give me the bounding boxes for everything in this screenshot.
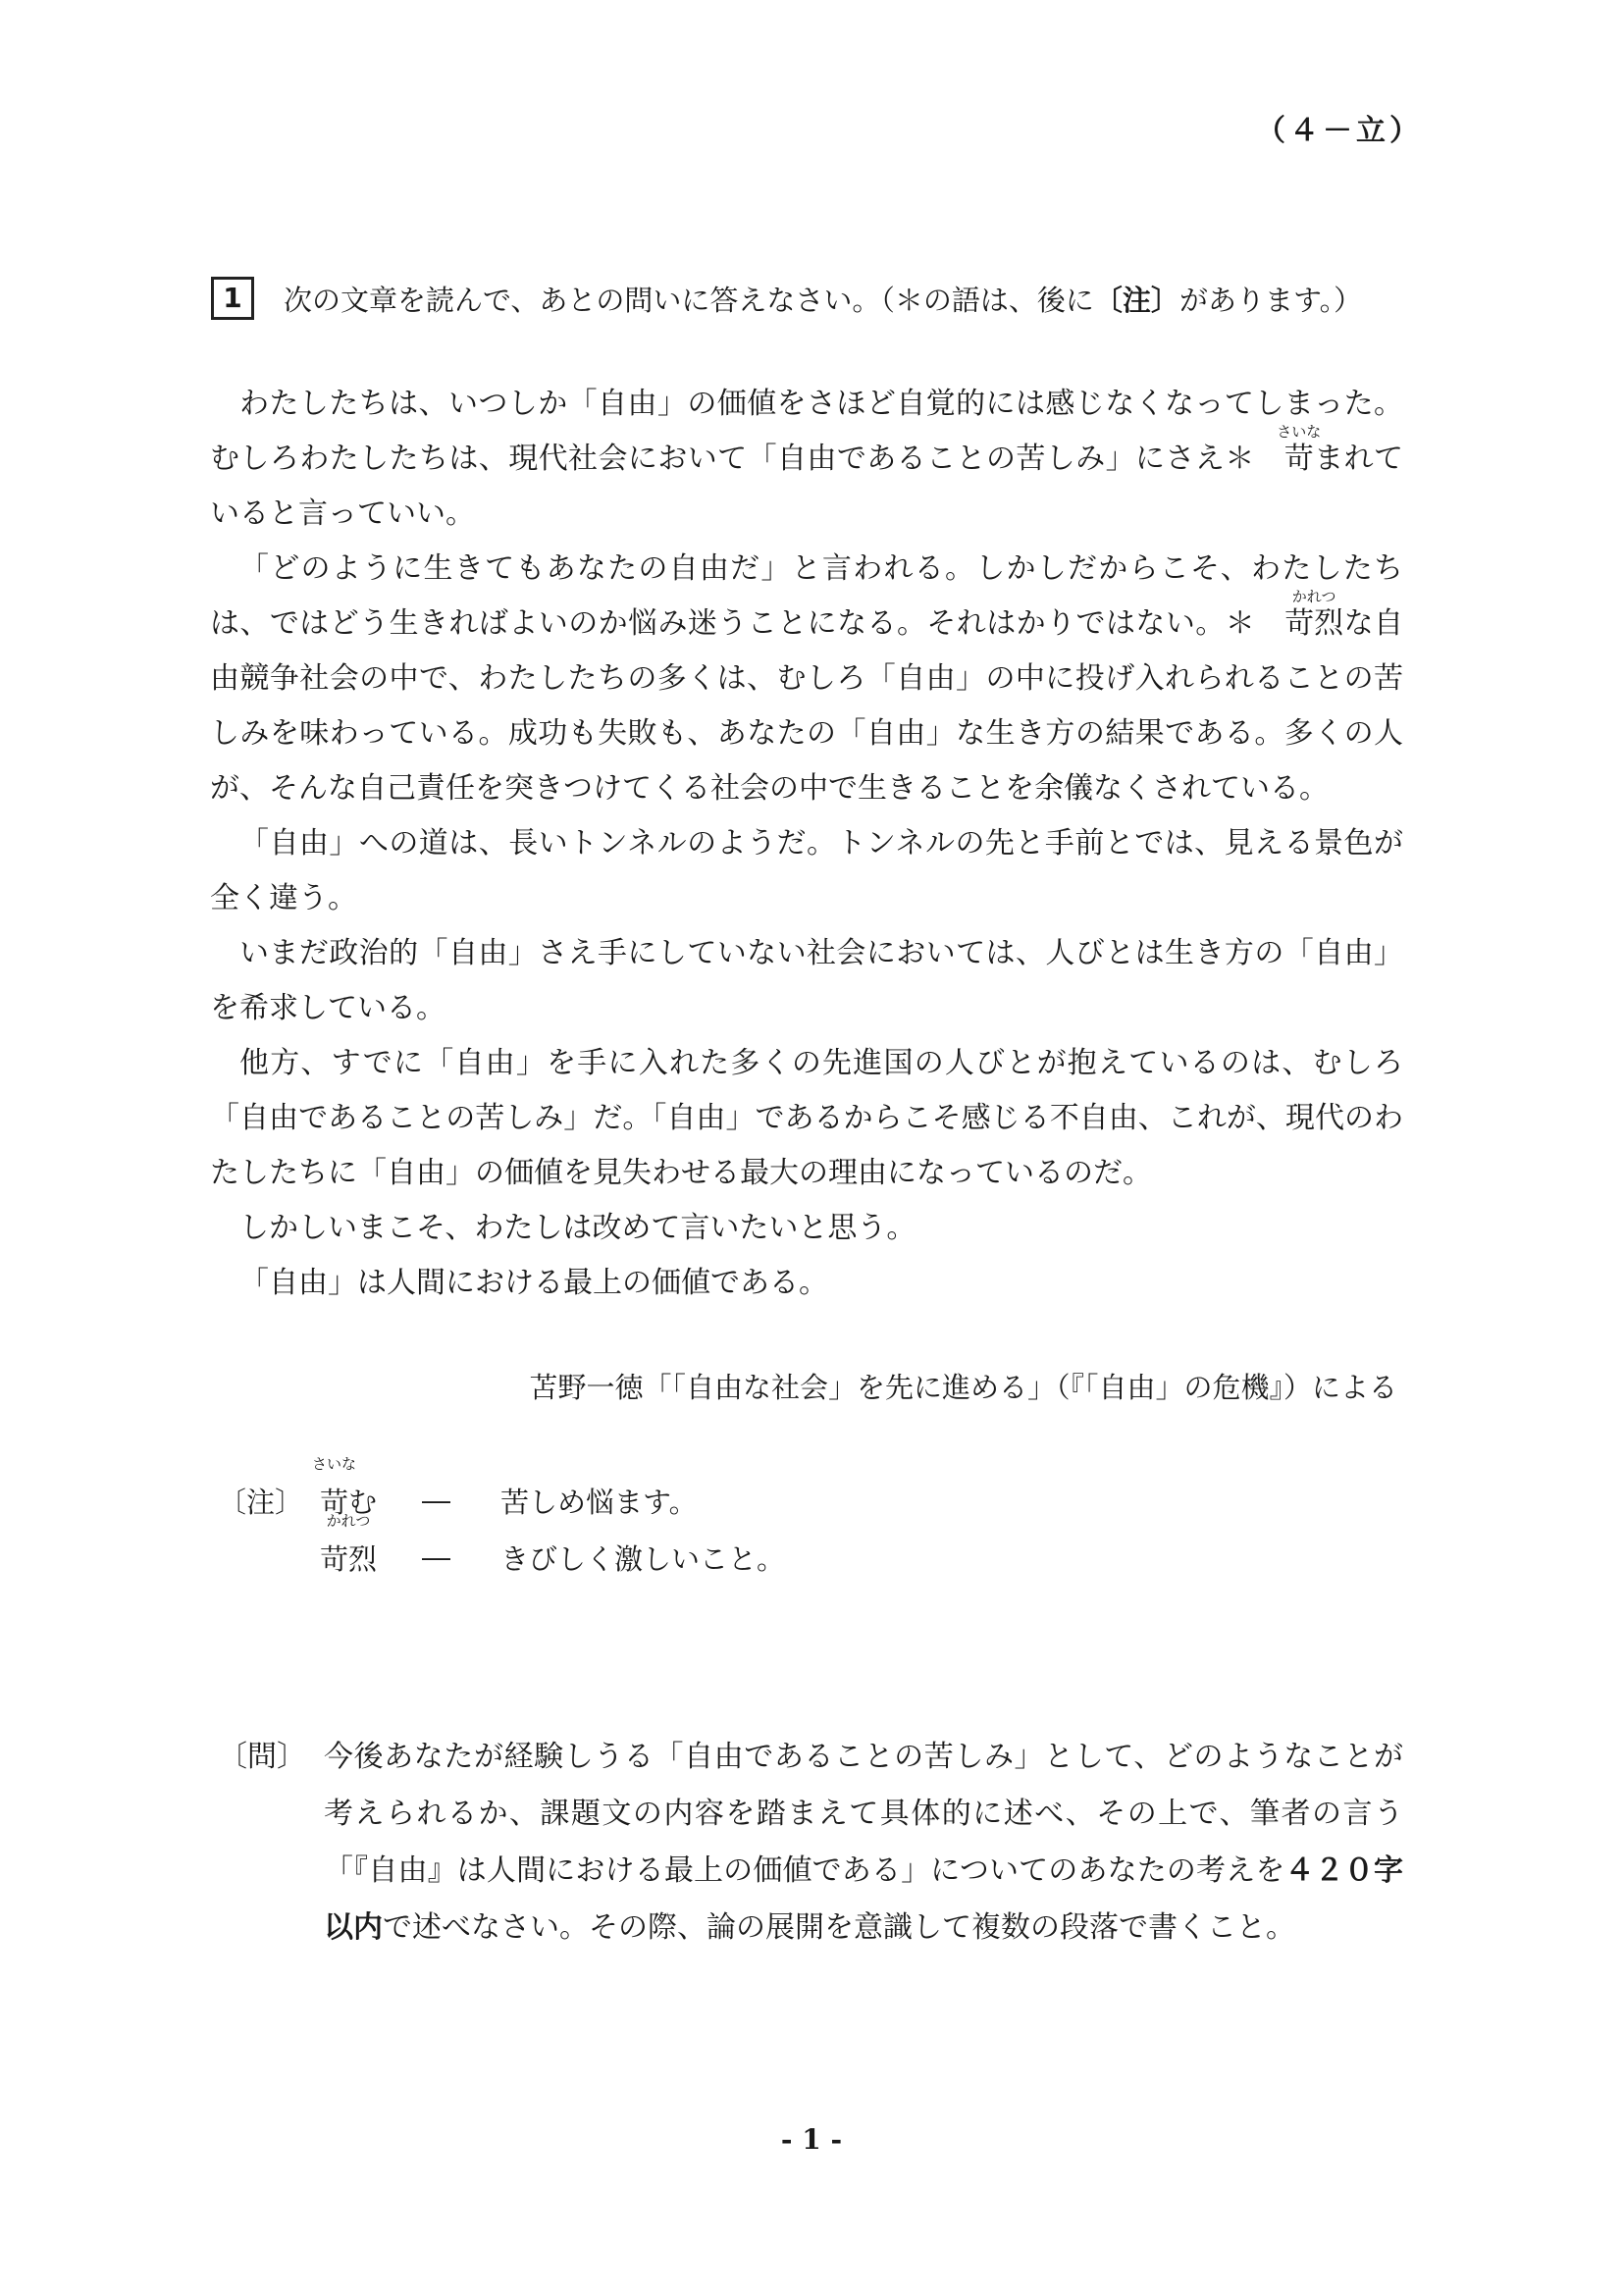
instruction-text-before-note: 次の文章を読んで、あとの問いに答えなさい。（＊の語は、後に — [284, 283, 1094, 317]
passage-paragraph-2 — [210, 542, 1403, 816]
note-definition: きびしく激しいこと。 — [500, 1541, 786, 1576]
question-label: 〔問〕 — [218, 1740, 306, 1774]
note-definition: 苦しめ悩ます。 — [500, 1485, 698, 1519]
passage — [210, 377, 1403, 1311]
passage-text: な自由競争社会の中で、わたしたちの多くは、むしろ「自由」の中に投げ入れられることの苦しみを味わっている。成功も失敗も、あなたの「自由」な生き方の結果である。多くの人が、そんな自己責任を突きつけてくる社会の中で生きることを余儀なくされている。 — [210, 606, 1404, 806]
ruby-base: 苛 — [320, 1485, 349, 1519]
ruby-base: 苛烈 — [1284, 606, 1344, 641]
passage-paragraph-4: いまだ政治的「自由」さえ手にしていない社会においては、人びとは生き方の「自由」を希求している。 — [210, 936, 1403, 1025]
passage-text: 「どのように生きてもあなたの自由だ」と言われる。しかしだからこそ、わたしたちは、ではどう生きればよいのか悩み迷うことになる。それはかりではない。 — [210, 551, 1403, 641]
page-number: - 1 - — [780, 2123, 843, 2156]
passage-paragraph-6: しかしいまこそ、わたしは改めて言いたいと思う。 — [239, 1211, 916, 1245]
question-heading — [211, 277, 1418, 320]
asterisk-marker: ＊ — [1225, 442, 1255, 476]
passage-paragraph-5: 他方、すでに「自由」を手に入れた多くの先進国の人びとが抱えているのは、むしろ「自由であることの苦しみ」だ。「自由」であるからこそ感じる不自由、これが、現代のわたしたちに「自由」の価値を見失わせる最大の理由になっているのだ。 — [210, 1046, 1403, 1190]
notes-label: 〔注〕 — [218, 1485, 304, 1519]
note-term-kana: む — [348, 1485, 378, 1519]
note-dash: ― — [422, 1484, 450, 1517]
passage-text: まれていると言っていい。 — [210, 442, 1404, 531]
note-row — [218, 1454, 785, 1529]
ruby-reading: かれつ — [326, 1511, 371, 1530]
ruby-word — [320, 1511, 378, 1578]
passage-paragraph-3: 「自由」への道は、長いトンネルのようだ。トンネルの先と手前とでは、見える景色が全く違う。 — [210, 826, 1403, 915]
asterisk-marker: ＊ — [1225, 606, 1256, 641]
ruby-reading: さいな — [311, 1454, 357, 1473]
instruction-text-after-note: があります。） — [1178, 283, 1363, 317]
question-text-part: 今後あなたが経験しうる「自由であることの苦しみ」として、どのようなことが考えられるか、課題文の内容を踏まえて具体的に述べ、その上で、筆者の言う「『自由』は人間における最上の価値である」についてのあなたの考えを — [324, 1740, 1403, 1888]
ruby-word — [1255, 423, 1322, 487]
passage-paragraph-7: 「自由」は人間における最上の価値である。 — [239, 1266, 828, 1300]
question-text — [324, 1729, 1403, 1957]
passage-paragraph-1 — [210, 377, 1403, 542]
ruby-base: 苛 — [1283, 442, 1314, 476]
passage-text: わたしたちは、いつしか「自由」の価値をさほど自覚的には感じなくなってしまった。むしろわたしたちは、現代社会において「自由であることの苦しみ」にさえ — [210, 387, 1403, 476]
note-marker: 〔注〕 — [1093, 283, 1179, 317]
source-citation: 苫野一徳「「自由な社会」を先に進める」（『「自由」の危機』）による — [529, 1371, 1397, 1404]
question-number-box: 1 — [211, 277, 254, 320]
ruby-reading: かれつ — [1291, 588, 1336, 605]
note-dash: ― — [422, 1540, 450, 1574]
notes-section — [218, 1454, 786, 1586]
note-term — [320, 1511, 422, 1578]
ruby-word — [1255, 588, 1344, 652]
question-text-part: で述べなさい。その際、論の展開を意識して複数の段落で書くこと。 — [383, 1910, 1295, 1945]
exam-code: （４－立） — [1256, 114, 1423, 148]
ruby-reading: さいな — [1277, 423, 1322, 441]
note-row — [218, 1511, 786, 1586]
question-prompt — [218, 1729, 1403, 1957]
ruby-base: 苛烈 — [320, 1541, 378, 1576]
character-limit: ４２０字以内 — [324, 1853, 1403, 1945]
